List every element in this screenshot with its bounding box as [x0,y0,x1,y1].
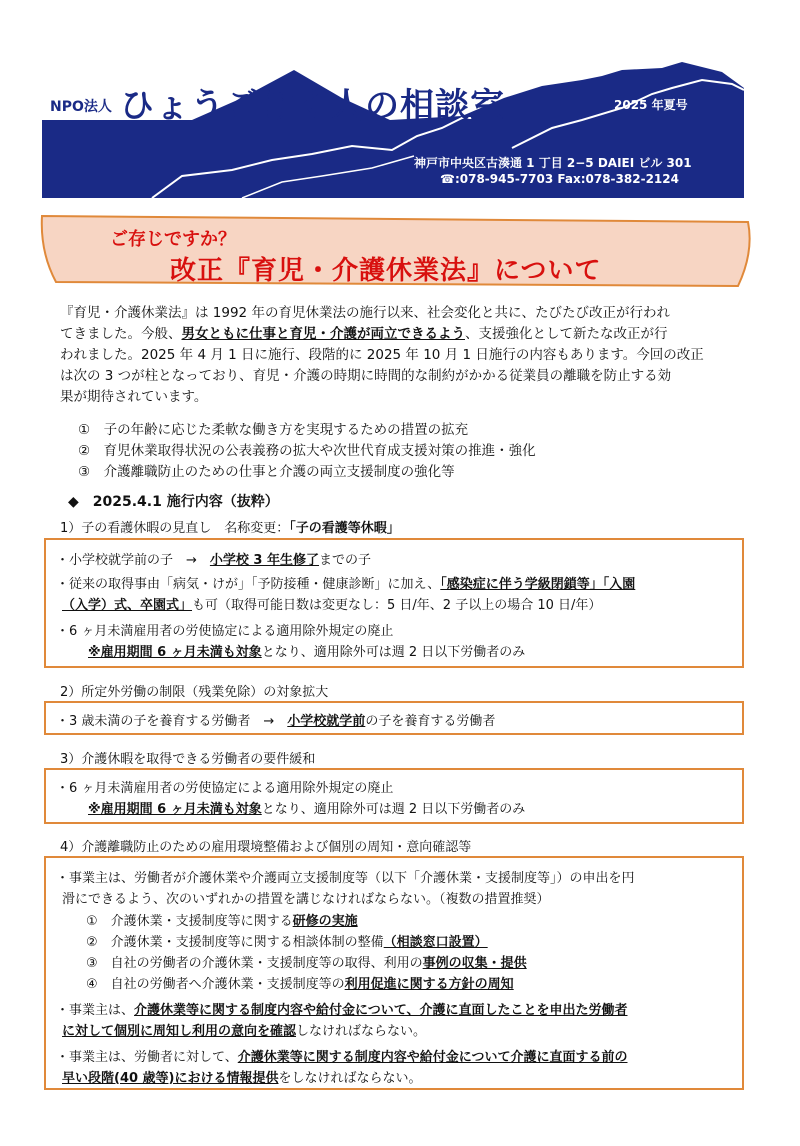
intro-line-2: てきました。今般、男女ともに仕事と育児・介護が両立できるよう、支援強化として新たな改正が行 [60,326,668,342]
section-4-box [44,856,744,1090]
pillar-item: ③ 介護離職防止のための仕事と介護の両立支援制度の強化等 [78,464,455,480]
s4-measure-1: ① 介護休業・支援制度等に関する研修の実施 [86,914,358,929]
section-2-box [44,701,744,735]
section-heading: ◆ 2025.4.1 施行内容（抜粋） [68,494,279,510]
intro-line-3: われました。2025 年 4 月 1 日に施行、段階的に 2025 年 10 月 1 日施行の内容もあります。今回の改正 [60,347,704,363]
section-3-box [44,768,744,824]
section-2-title: 2）所定外労働の制限（残業免除）の対象拡大 [60,685,329,700]
s4-item-1: ・事業主は、労働者が介護休業や介護両立支援制度等（以下「介護休業・支援制度等」）の申出を円 [56,871,635,886]
pillar-item: ① 子の年齢に応じた柔軟な働き方を実現するための措置の拡充 [78,422,469,438]
issue-label: 2025 年夏号 [614,98,688,112]
s1-item-2: ・従来の取得事由「病気・けが」「予防接種・健康診断」に加え、「感染症に伴う学級閉鎖等」「入園 [56,577,636,592]
s4-item-2-cont: に対して個別に周知し利用の意向を確認しなければならない。 [62,1024,427,1039]
contact-info: ☎:078-945-7703 Fax:078-382-2124 [440,172,679,186]
emphasis: 男女ともに仕事と育児・介護が両立できるよう [181,326,465,342]
s4-measure-3: ③ 自社の労働者の介護休業・支援制度等の取得、利用の事例の収集・提供 [86,956,527,971]
pillar-item: ② 育児休業取得状況の公表義務の拡大や次世代育成支援対策の推進・強化 [78,443,536,459]
org-prefix: NPO法人 [50,99,112,115]
intro-line-5: 果が期待されています。 [60,389,208,405]
page-title: 改正『育児・介護休業法』について [170,256,602,286]
address: 神戸市中央区古湊通 1 丁目 2−5 DAIEI ビル 301 [414,156,692,170]
s3-note: ※雇用期間 6 ヶ月未満も対象となり、適用除外可は週 2 日以下労働者のみ [88,802,526,817]
s1-note: ※雇用期間 6 ヶ月未満も対象となり、適用除外可は週 2 日以下労働者のみ [88,645,526,660]
section-3-title: 3）介護休暇を取得できる労働者の要件緩和 [60,752,316,767]
header-banner [42,58,744,198]
s4-item-1-cont: 滑にできるよう、次のいずれかの措置を講じなければならない。（複数の措置推奨） [62,892,550,907]
org-name: ひょうご働く人の相談室 [120,86,505,126]
s4-item-3-cont: 早い段階(40 歳等)における情報提供をしなければならない。 [62,1071,422,1086]
s4-item-3: ・事業主は、労働者に対して、介護休業等に関する制度内容や給付金について介護に直面する前の [56,1050,628,1065]
s4-measure-4: ④ 自社の労働者へ介護休業・支援制度等の利用促進に関する方針の周知 [86,977,514,992]
section-4-title: 4）介護離職防止のための雇用環境整備および個別の周知・意向確認等 [60,840,472,855]
intro-line-1: 『育児・介護休業法』は 1992 年の育児休業法の施行以来、社会変化と共に、たびたび改正が行われ [60,305,670,321]
intro-line-4: は次の 3 つが柱となっており、育児・介護の時期に時間的な制約がかかる従業員の離職を防止する効 [60,368,672,384]
section-1-box [44,538,744,668]
s4-measure-2: ② 介護休業・支援制度等に関する相談体制の整備（相談窓口設置） [86,935,488,950]
s4-item-2: ・事業主は、介護休業等に関する制度内容や給付金について、介護に直面したことを申出た労働者 [56,1003,628,1018]
s1-item-1: ・小学校就学前の子 → 小学校 3 年生修了までの子 [56,553,372,568]
s1-item-3: ・6 ヶ月未満雇用者の労使協定による適用除外規定の廃止 [56,624,394,639]
title-subheading: ご存じですか？ [110,229,236,250]
s1-item-2-cont: （入学）式、卒園式」も可（取得可能日数は変更なし：5 日/年、2 子以上の場合 10 日/年） [62,598,602,613]
section-1-title: 1）子の看護休暇の見直し 名称変更：「子の看護等休暇」 [60,521,400,536]
s2-item-1: ・3 歳未満の子を養育する労働者 → 小学校就学前の子を養育する労働者 [56,714,496,729]
s3-item-1: ・6 ヶ月未満雇用者の労使協定による適用除外規定の廃止 [56,781,394,796]
